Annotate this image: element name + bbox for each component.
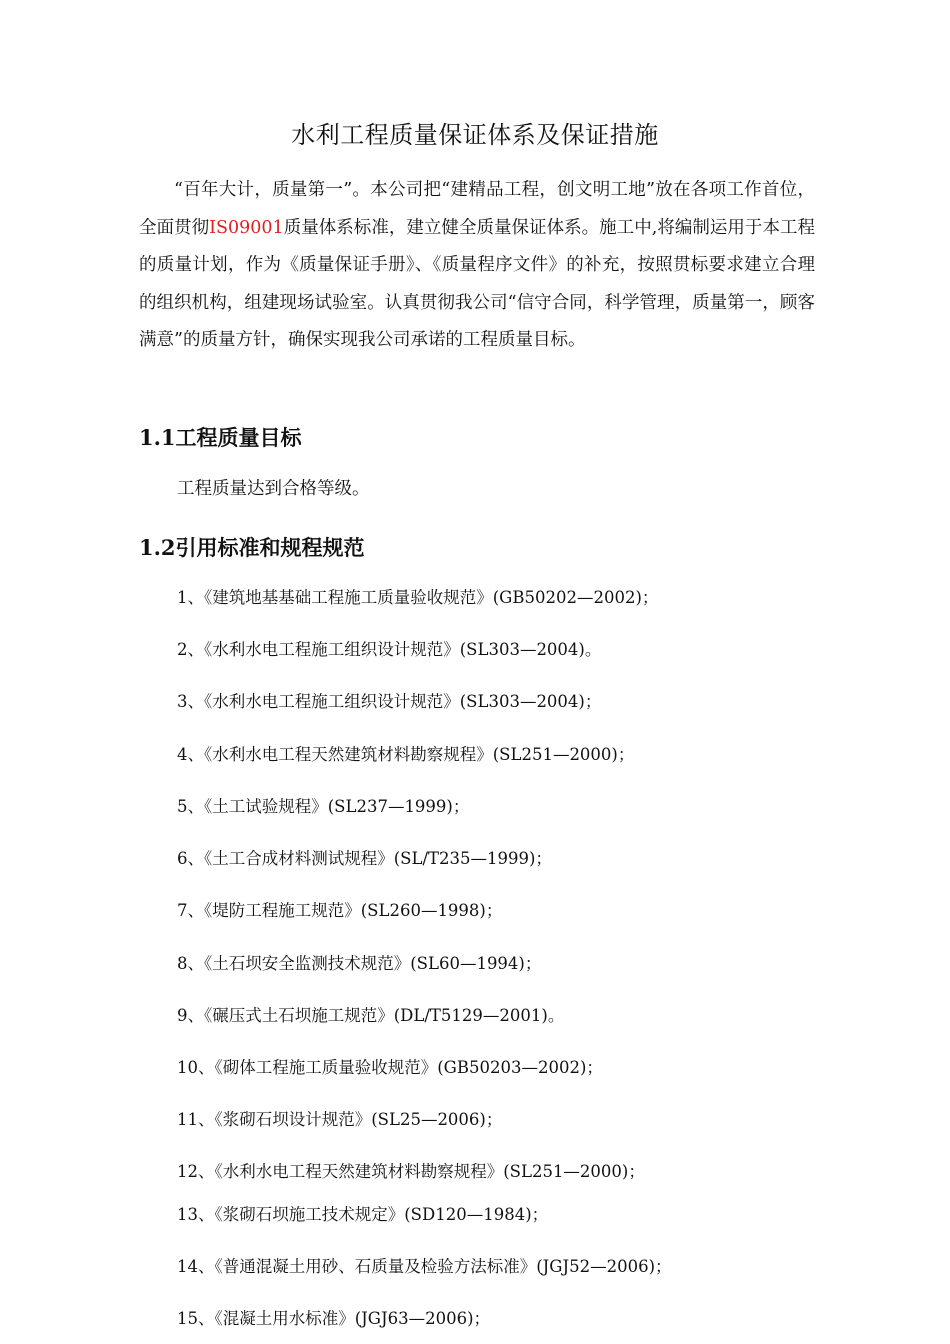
reference-item: 1、《建筑地基基础工程施工质量验收规范》(GB50202—2002)； xyxy=(177,588,659,607)
reference-item: 6、《土工合成材料测试规程》(SL/T235—1999)； xyxy=(177,849,552,868)
intro-text-before: “百年大计，质量第一”。本公司把“建精品工程，创文明工地”放在各项工作首位，全面贯彻 xyxy=(139,180,815,238)
reference-item: 8、《土石坝安全监测技术规范》(SL60—1994)； xyxy=(177,954,542,973)
reference-item: 13、《浆砌石坝施工技术规定》(SD120—1984)； xyxy=(177,1205,549,1224)
reference-item: 3、《水利水电工程施工组织设计规范》(SL303—2004)； xyxy=(177,692,602,711)
intro-text-after: 质量体系标准，建立健全质量保证体系。施工中,将编制运用于本工程的质量计划，作为《质量保证手册》、《质量程序文件》的补充，按照贯标要求建立合理的组织机构，组建现场试验室。认真贯彻我公司“信守合同，科学管理，质量第一，顾客满意”的质量方针，确保实现我公司承诺的工程质量目标。 xyxy=(139,217,816,351)
reference-item: 4、《水利水电工程天然建筑材料勘察规程》(SL251—2000)； xyxy=(177,745,635,764)
reference-item: 9、《碾压式土石坝施工规范》(DL/T5129—2001)。 xyxy=(177,1006,565,1025)
section-heading-standards: 1.2引用标准和规程规范 xyxy=(139,535,365,560)
reference-item: 15、《混凝土用水标准》(JGJ63—2006)； xyxy=(177,1309,491,1328)
reference-item: 5、《土工试验规程》(SL237—1999)； xyxy=(177,797,470,816)
intro-paragraph xyxy=(139,172,815,360)
reference-item: 10、《砌体工程施工质量验收规范》(GB50203—2002)； xyxy=(177,1058,603,1077)
reference-item: 11、《浆砌石坝设计规范》(SL25—2006)； xyxy=(177,1110,503,1129)
quality-target-text: 工程质量达到合格等级。 xyxy=(177,479,370,499)
document-title: 水利工程质量保证体系及保证措施 xyxy=(291,121,659,149)
section-heading-quality-target: 1.1工程质量目标 xyxy=(139,425,302,450)
reference-item: 7、《堤防工程施工规范》(SL260—1998)； xyxy=(177,901,503,920)
iso-standard-highlight: IS09001 xyxy=(209,217,284,238)
reference-item: 12、《水利水电工程天然建筑材料勘察规程》(SL251—2000)； xyxy=(177,1162,645,1181)
reference-item: 2、《水利水电工程施工组织设计规范》(SL303—2004)。 xyxy=(177,640,602,659)
reference-item: 14、《普通混凝土用砂、石质量及检验方法标准》(JGJ52—2006)； xyxy=(177,1257,672,1276)
